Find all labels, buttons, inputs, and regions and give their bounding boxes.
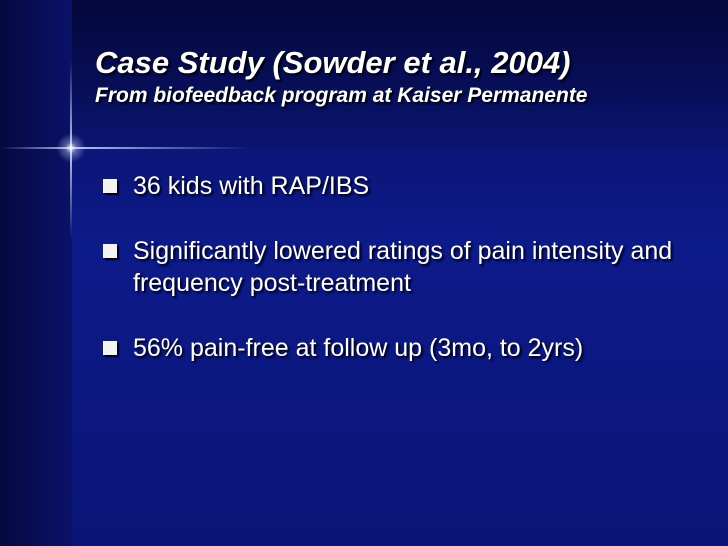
square-bullet-icon bbox=[103, 244, 117, 258]
bullet-item bbox=[103, 332, 703, 364]
slide-subtitle: From biofeedback program at Kaiser Permanente bbox=[95, 84, 588, 107]
bullet-text: Significantly lowered ratings of pain intensity and frequency post-treatment bbox=[133, 237, 673, 297]
left-band bbox=[0, 0, 72, 546]
square-bullet-icon bbox=[103, 179, 117, 193]
bullet-item bbox=[103, 170, 703, 202]
bullet-item bbox=[103, 235, 703, 299]
bullet-list bbox=[103, 170, 703, 397]
slide-title: Case Study (Sowder et al., 2004) bbox=[95, 45, 571, 80]
sparkle-icon bbox=[55, 132, 87, 164]
horizontal-accent-line bbox=[0, 147, 250, 149]
bullet-text: 56% pain-free at follow up (3mo, to 2yrs) bbox=[133, 334, 584, 362]
bullet-text: 36 kids with RAP/IBS bbox=[133, 172, 370, 200]
square-bullet-icon bbox=[103, 341, 117, 355]
